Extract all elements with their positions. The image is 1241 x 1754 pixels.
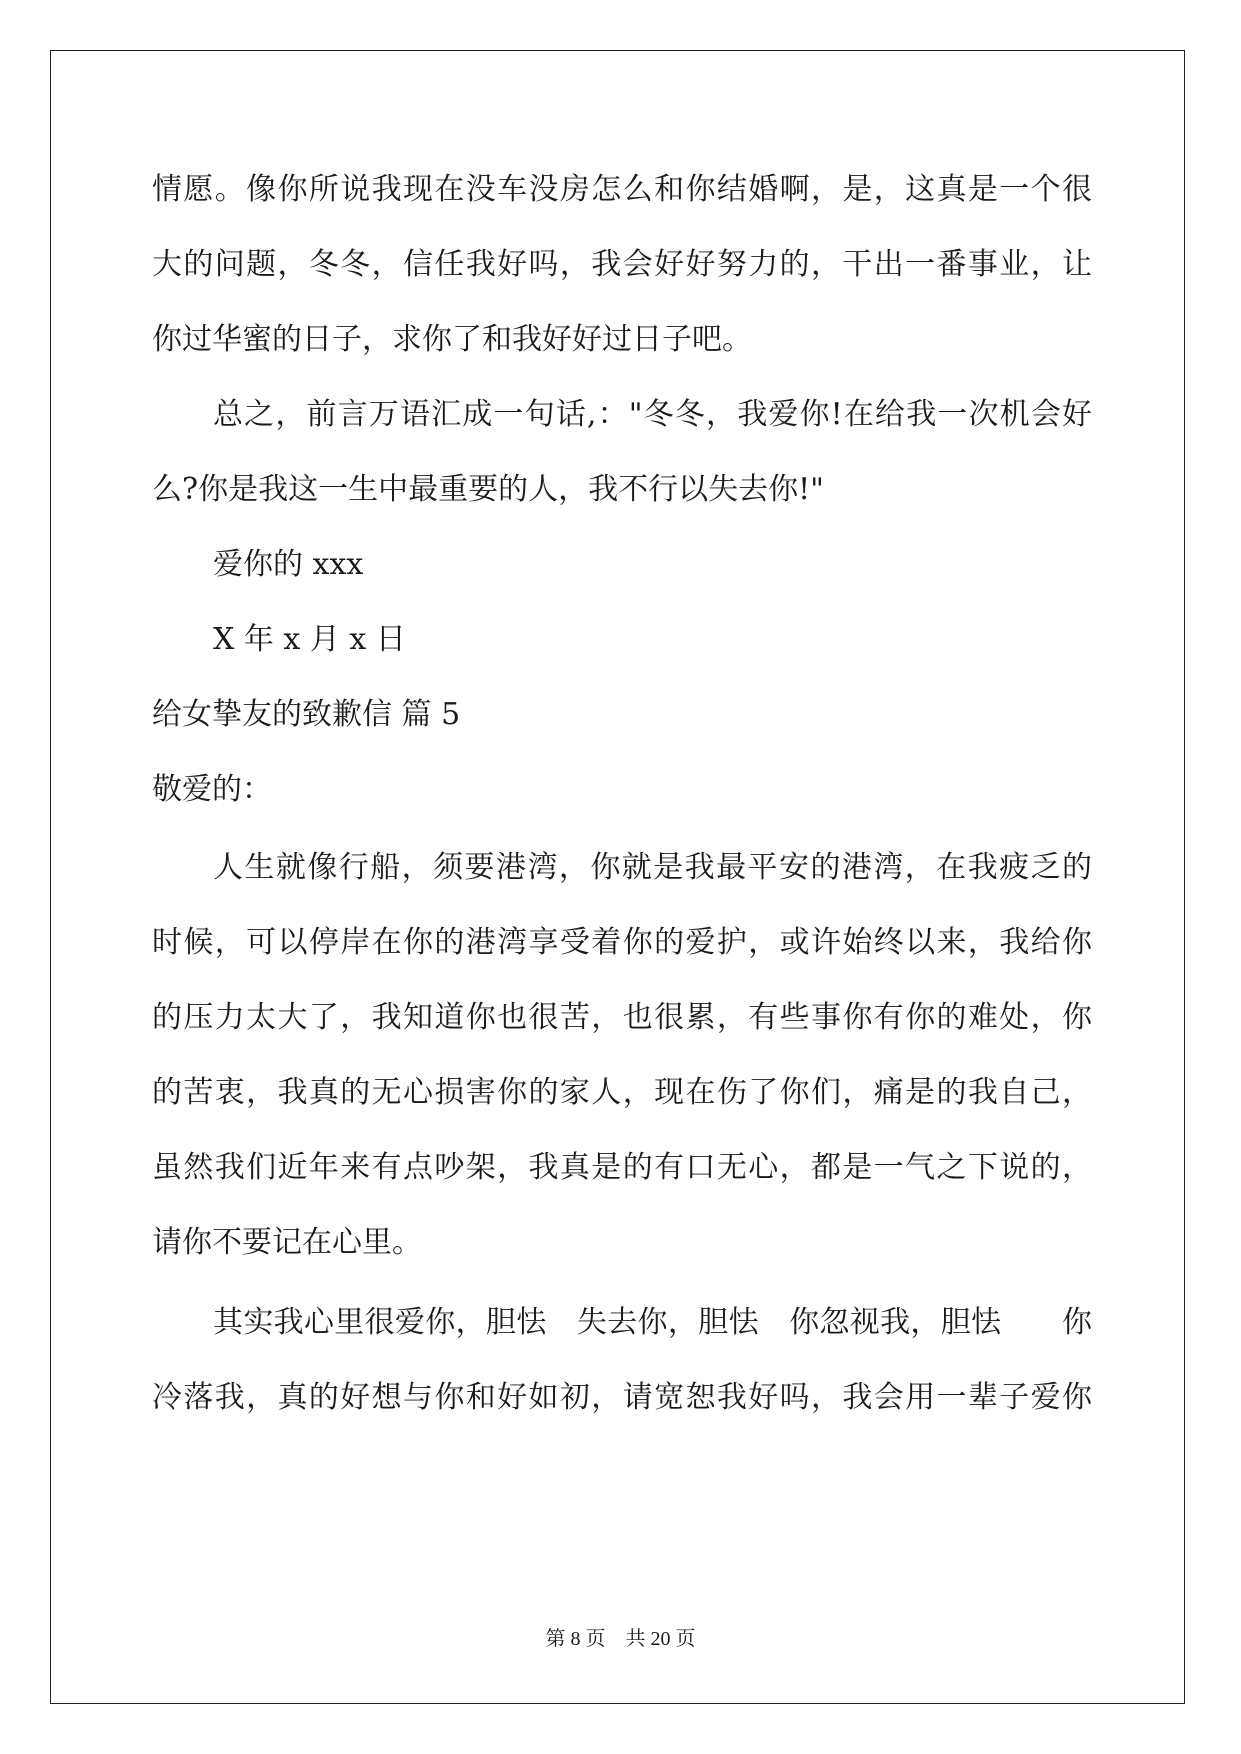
body-line: 的苦衷，我真的无心损害你的家人，现在伤了你们，痛是的我自己， xyxy=(152,1075,1092,1110)
body-line: 么?你是我这一生中最重要的人，我不行以失去你!" xyxy=(152,472,824,507)
body-line: 虽然我们近年来有点吵架，我真是的有口无心，都是一气之下说的， xyxy=(152,1150,1092,1185)
body-line: 情愿。像你所说我现在没车没房怎么和你结婚啊，是，这真是一个很 xyxy=(152,172,1092,207)
signature-line: 爱你的 xxx xyxy=(213,547,364,582)
body-line: 请你不要记在心里。 xyxy=(152,1225,422,1260)
body-line: 总之，前言万语汇成一句话,："冬冬，我爱你!在给我一次机会好 xyxy=(213,397,1092,432)
body-line: 其实我心里很爱你，胆怯 失去你，胆怯 你忽视我，胆怯 你 xyxy=(213,1305,1092,1340)
page-footer: 第 8 页 共 20 页 xyxy=(545,1628,696,1650)
section-heading: 给女挚友的致歉信 篇 5 xyxy=(152,697,461,732)
body-line: 的压力太大了，我知道你也很苦，也很累，有些事你有你的难处，你 xyxy=(152,1000,1092,1035)
body-line: 人生就像行船，须要港湾，你就是我最平安的港湾，在我疲乏的 xyxy=(213,850,1092,885)
body-line: 大的问题，冬冬，信任我好吗，我会好好努力的，干出一番事业，让 xyxy=(152,247,1092,282)
salutation-line: 敬爱的： xyxy=(152,772,272,807)
date-line: X 年 x 月 x 日 xyxy=(213,622,406,657)
body-line: 时候，可以停岸在你的港湾享受着你的爱护，或许始终以来，我给你 xyxy=(152,925,1092,960)
body-line: 冷落我，真的好想与你和好如初，请宽恕我好吗，我会用一辈子爱你 xyxy=(152,1380,1092,1415)
body-line: 你过华蜜的日子，求你了和我好好过日子吧。 xyxy=(152,322,752,357)
